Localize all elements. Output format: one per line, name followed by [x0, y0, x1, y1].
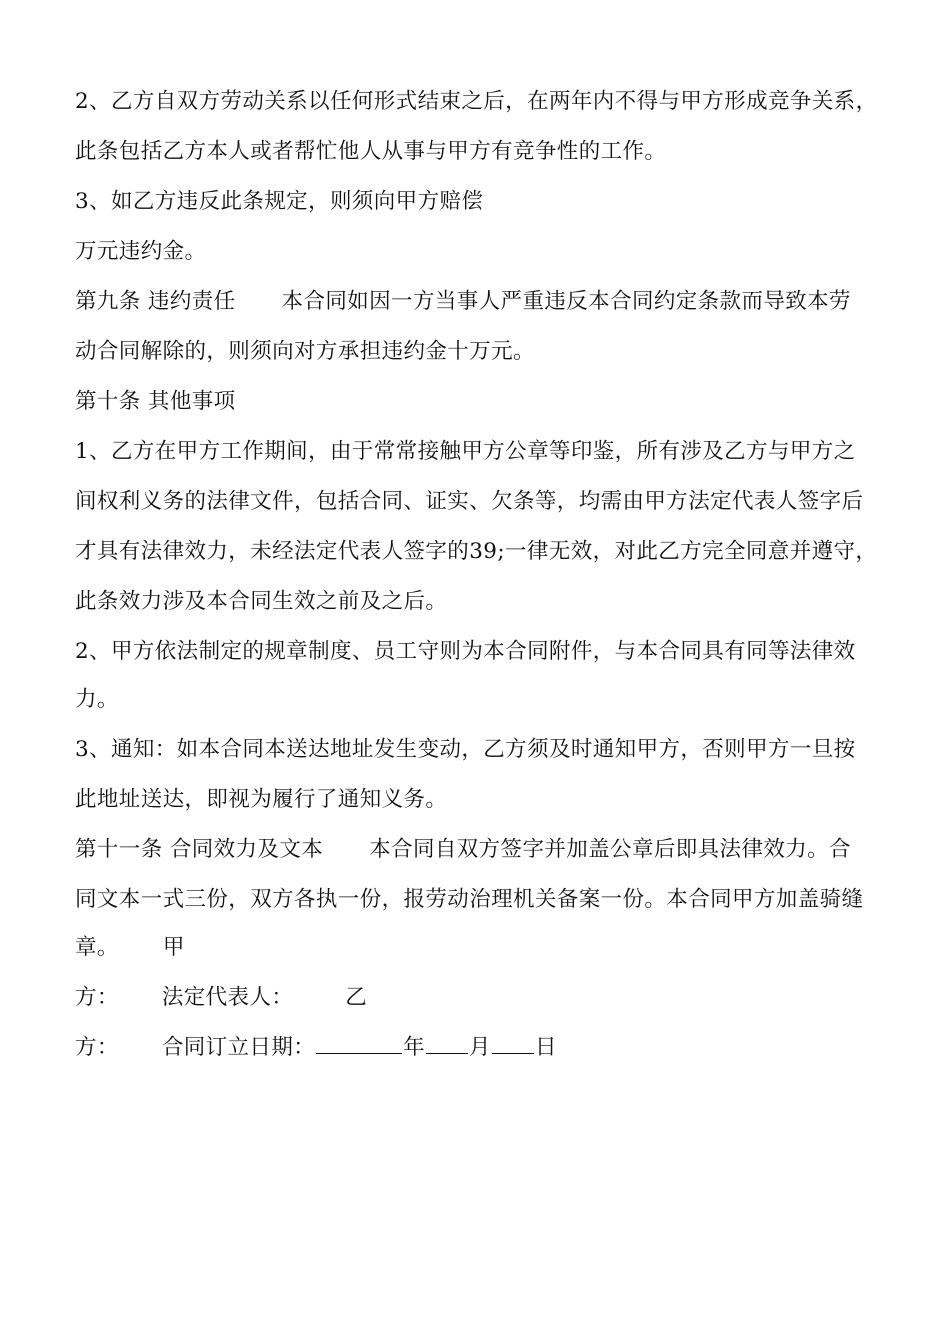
paragraph-line: 此条包括乙方本人或者帮忙他人从事与甲方有竞争性的工作。: [75, 139, 667, 164]
signature-line: [75, 928, 185, 968]
article-9-body: 本合同如因一方当事人严重违反本合同约定条款而导致本劳: [281, 289, 851, 314]
signature-line: [75, 978, 367, 1018]
contract-date-label: 合同订立日期：: [161, 1035, 316, 1060]
article-10-heading: 第十条 其他事项: [75, 389, 236, 414]
month-blank: [426, 1031, 468, 1054]
article-11-body: 本合同自双方签字并加盖公章后即具法律效力。合: [369, 837, 851, 862]
paragraph-line: 2、乙方自双方劳动关系以任何形式结束之后，在两年内不得与甲方形成竞争关系，: [75, 89, 878, 114]
paragraph-line: 间权利义务的法律文件，包括合同、证实、欠条等，均需由甲方法定代表人签字后: [75, 489, 864, 514]
paragraph-line: 力。: [75, 687, 119, 712]
day-blank: [492, 1031, 534, 1054]
year-blank: [316, 1031, 402, 1054]
article-11-heading: 第十一条 合同效力及文本: [75, 837, 324, 862]
article-11-line: [75, 830, 851, 870]
party-a-label-start: 甲: [162, 935, 185, 960]
day-label: 日: [534, 1035, 557, 1060]
year-label: 年: [403, 1035, 426, 1060]
paragraph-line: 3、通知：如本合同本送达地址发生变动，乙方须及时通知甲方，否则甲方一旦按: [75, 737, 856, 762]
signature-line: [75, 1028, 557, 1068]
article-9-line: [75, 282, 851, 322]
paragraph-line: 此地址送达，即视为履行了通知义务。: [75, 787, 448, 812]
paragraph-line: 动合同解除的，则须向对方承担违约金十万元。: [75, 339, 535, 364]
paragraph-line: 同文本一式三份，双方各执一份，报劳动治理机关备案一份。本合同甲方加盖骑缝: [75, 887, 864, 912]
paragraph-line: 1、乙方在甲方工作期间，由于常常接触甲方公章等印鉴，所有涉及乙方与甲方之: [75, 439, 856, 464]
seal-end-text: 章。: [75, 935, 119, 960]
article-9-heading: 第九条 违约责任: [75, 289, 236, 314]
party-b-label-start: 乙: [345, 985, 368, 1010]
paragraph-line: 此条效力涉及本合同生效之前及之后。: [75, 589, 448, 614]
party-b-label-end: 方：: [75, 1035, 119, 1060]
paragraph-line: 2、甲方依法制定的规章制度、员工守则为本合同附件，与本合同具有同等法律效: [75, 639, 856, 664]
party-a-label-end: 方：: [75, 985, 119, 1010]
paragraph-line: 万元违约金。: [75, 239, 207, 264]
paragraph-line: 才具有法律效力，未经法定代表人签字的39;一律无效，对此乙方完全同意并遵守，: [75, 539, 878, 564]
month-label: 月: [469, 1035, 491, 1060]
legal-rep-label: 法定代表人：: [161, 985, 294, 1010]
paragraph-line: 3、如乙方违反此条规定，则须向甲方赔偿: [75, 189, 484, 214]
